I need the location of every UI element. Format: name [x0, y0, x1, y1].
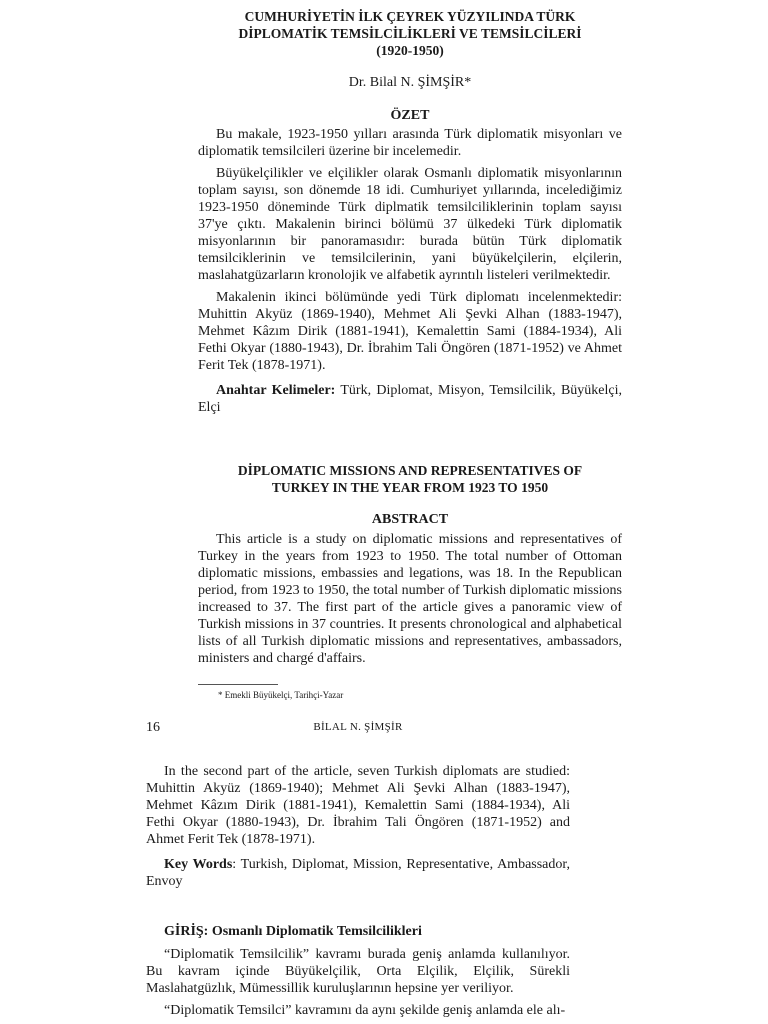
giris-body — [146, 946, 570, 1024]
english-title-line-1: DİPLOMATIC MISSIONS AND REPRESENTATIVES OF — [237, 463, 583, 478]
ozet-body — [198, 126, 622, 421]
anahtar-kelimeler-label: Anahtar Kelimeler: — [216, 383, 336, 398]
ozet-heading: ÖZET — [390, 108, 430, 123]
abstract-paragraph: This article is a study on diplomatic missions and representatives of Turkey in the years from 1923 to 1950. The total number of Ottoman diplomatic missions, embassies and legations, was 18. In the Republican period, from 1923 to 1950, the total number of Turkish diplomatic missions increased to 37. The first part of the article gives a panoramic view of Turkish missions in 37 countries. It presents chronological and alphabetical lists of all Turkish diplomatic missions and representatives, ambassadors, ministers and chargé d'affairs. — [198, 532, 622, 666]
footnote-rule — [198, 684, 278, 685]
author-name: Dr. Bilal N. ŞİMŞİR* — [348, 75, 472, 90]
anahtar-kelimeler-text: Türk, Diplomat, Misyon, Temsilcilik, Büyükelçi, Elçi — [198, 383, 622, 415]
ozet-paragraph-2: Büyükelçilikler ve elçilikler olarak Osmanlı diplomatik misyonlarının toplam sayısı, son dönemde 18 idi. Cumhuriyet yıllarında, incelediğimiz 1923-1950 döneminde Türk diplmatik temsilciliklerinin toplam sayısı 37'ye çıktı. Makalenin birinci bölümü 37 ülkedeki Türk diplomatik misyonlarının bir panoramasıdır: burada bütün Türk diplomatik temsilciklerinin ve temsilcilerinin, yani büyükelçilerin, elçilerin, maslahatgüzarların kronolojik ve alfabetik ayrıntılı listeleri verilmektedir. — [198, 166, 622, 283]
key-words — [146, 856, 570, 890]
title-line-3: (1920-1950) — [376, 43, 444, 58]
footnote: * Emekli Büyükelçi, Tarihçi-Yazar — [218, 690, 344, 700]
title-line-2: DİPLOMATİK TEMSİLCİLİKLERİ VE TEMSİLCİLERİ — [238, 26, 582, 41]
key-words-label: Key Words — [164, 857, 233, 872]
article-title — [198, 8, 622, 59]
abstract-body — [198, 531, 622, 672]
ozet-paragraph-3: Makalenin ikinci bölümünde yedi Türk diplomatı incelenmektedir: Muhittin Akyüz (1869-1940), Mehmet Ali Şevki Alhan (1883-1947), Mehmet Kâzım Dirik (1881-1941), Kemalettin Sami (1884-1934), Ali Fethi Okyar (1880-1943), Dr. İbrahim Tali Öngören (1871-1952) ve Ahmet Ferit Tek (1878-1971). — [198, 290, 622, 373]
english-title-line-2: TURKEY IN THE YEAR FROM 1923 TO 1950 — [271, 480, 549, 495]
section-heading: GİRİŞ: Osmanlı Diplomatik Temsilcilikleri — [164, 924, 422, 939]
page2-body — [146, 763, 570, 895]
abstract-heading: ABSTRACT — [371, 512, 449, 527]
page-number: 16 — [146, 720, 160, 735]
giris-paragraph-1: “Diplomatik Temsilcilik” kavramı burada geniş anlamda kullanılıyor. Bu kavram içinde Büyükelçilik, Orta Elçilik, Elçilik, Sürekli Maslahatgüzlık, Mümessillik kuruluşlarının hepsine yer veriliyor. — [146, 947, 570, 996]
english-title — [198, 462, 622, 496]
english-paragraph-2: In the second part of the article, seven Turkish diplomats are studied: Muhittin Akyüz (1869-1940); Mehmet Ali Şevki Alhan (1883-1947), Mehmet Kâzım Dirik (1881-1941), Kemalettin Sami (1884-1934), Ali Fethi Okyar (1880-1943), Dr. İbrahim Tali Öngören (1871-1952) and Ahmet Ferit Tek (1878-1971). — [146, 764, 570, 847]
running-head: BİLAL N. ŞİMŞİR — [313, 721, 403, 733]
title-line-1: CUMHURİYETİN İLK ÇEYREK YÜZYILINDA TÜRK — [244, 9, 576, 24]
giris-paragraph-2: “Diplomatik Temsilci” kavramını da aynı şekilde geniş anlamda ele alı- — [164, 1003, 566, 1018]
ozet-paragraph-1: Bu makale, 1923-1950 yılları arasında Türk diplomatik misyonları ve diplomatik temsilcileri üzerine bir incelemedir. — [198, 127, 622, 159]
key-words-text: : Turkish, Diplomat, Mission, Representative, Ambassador, Envoy — [146, 857, 570, 889]
anahtar-kelimeler — [198, 382, 622, 416]
